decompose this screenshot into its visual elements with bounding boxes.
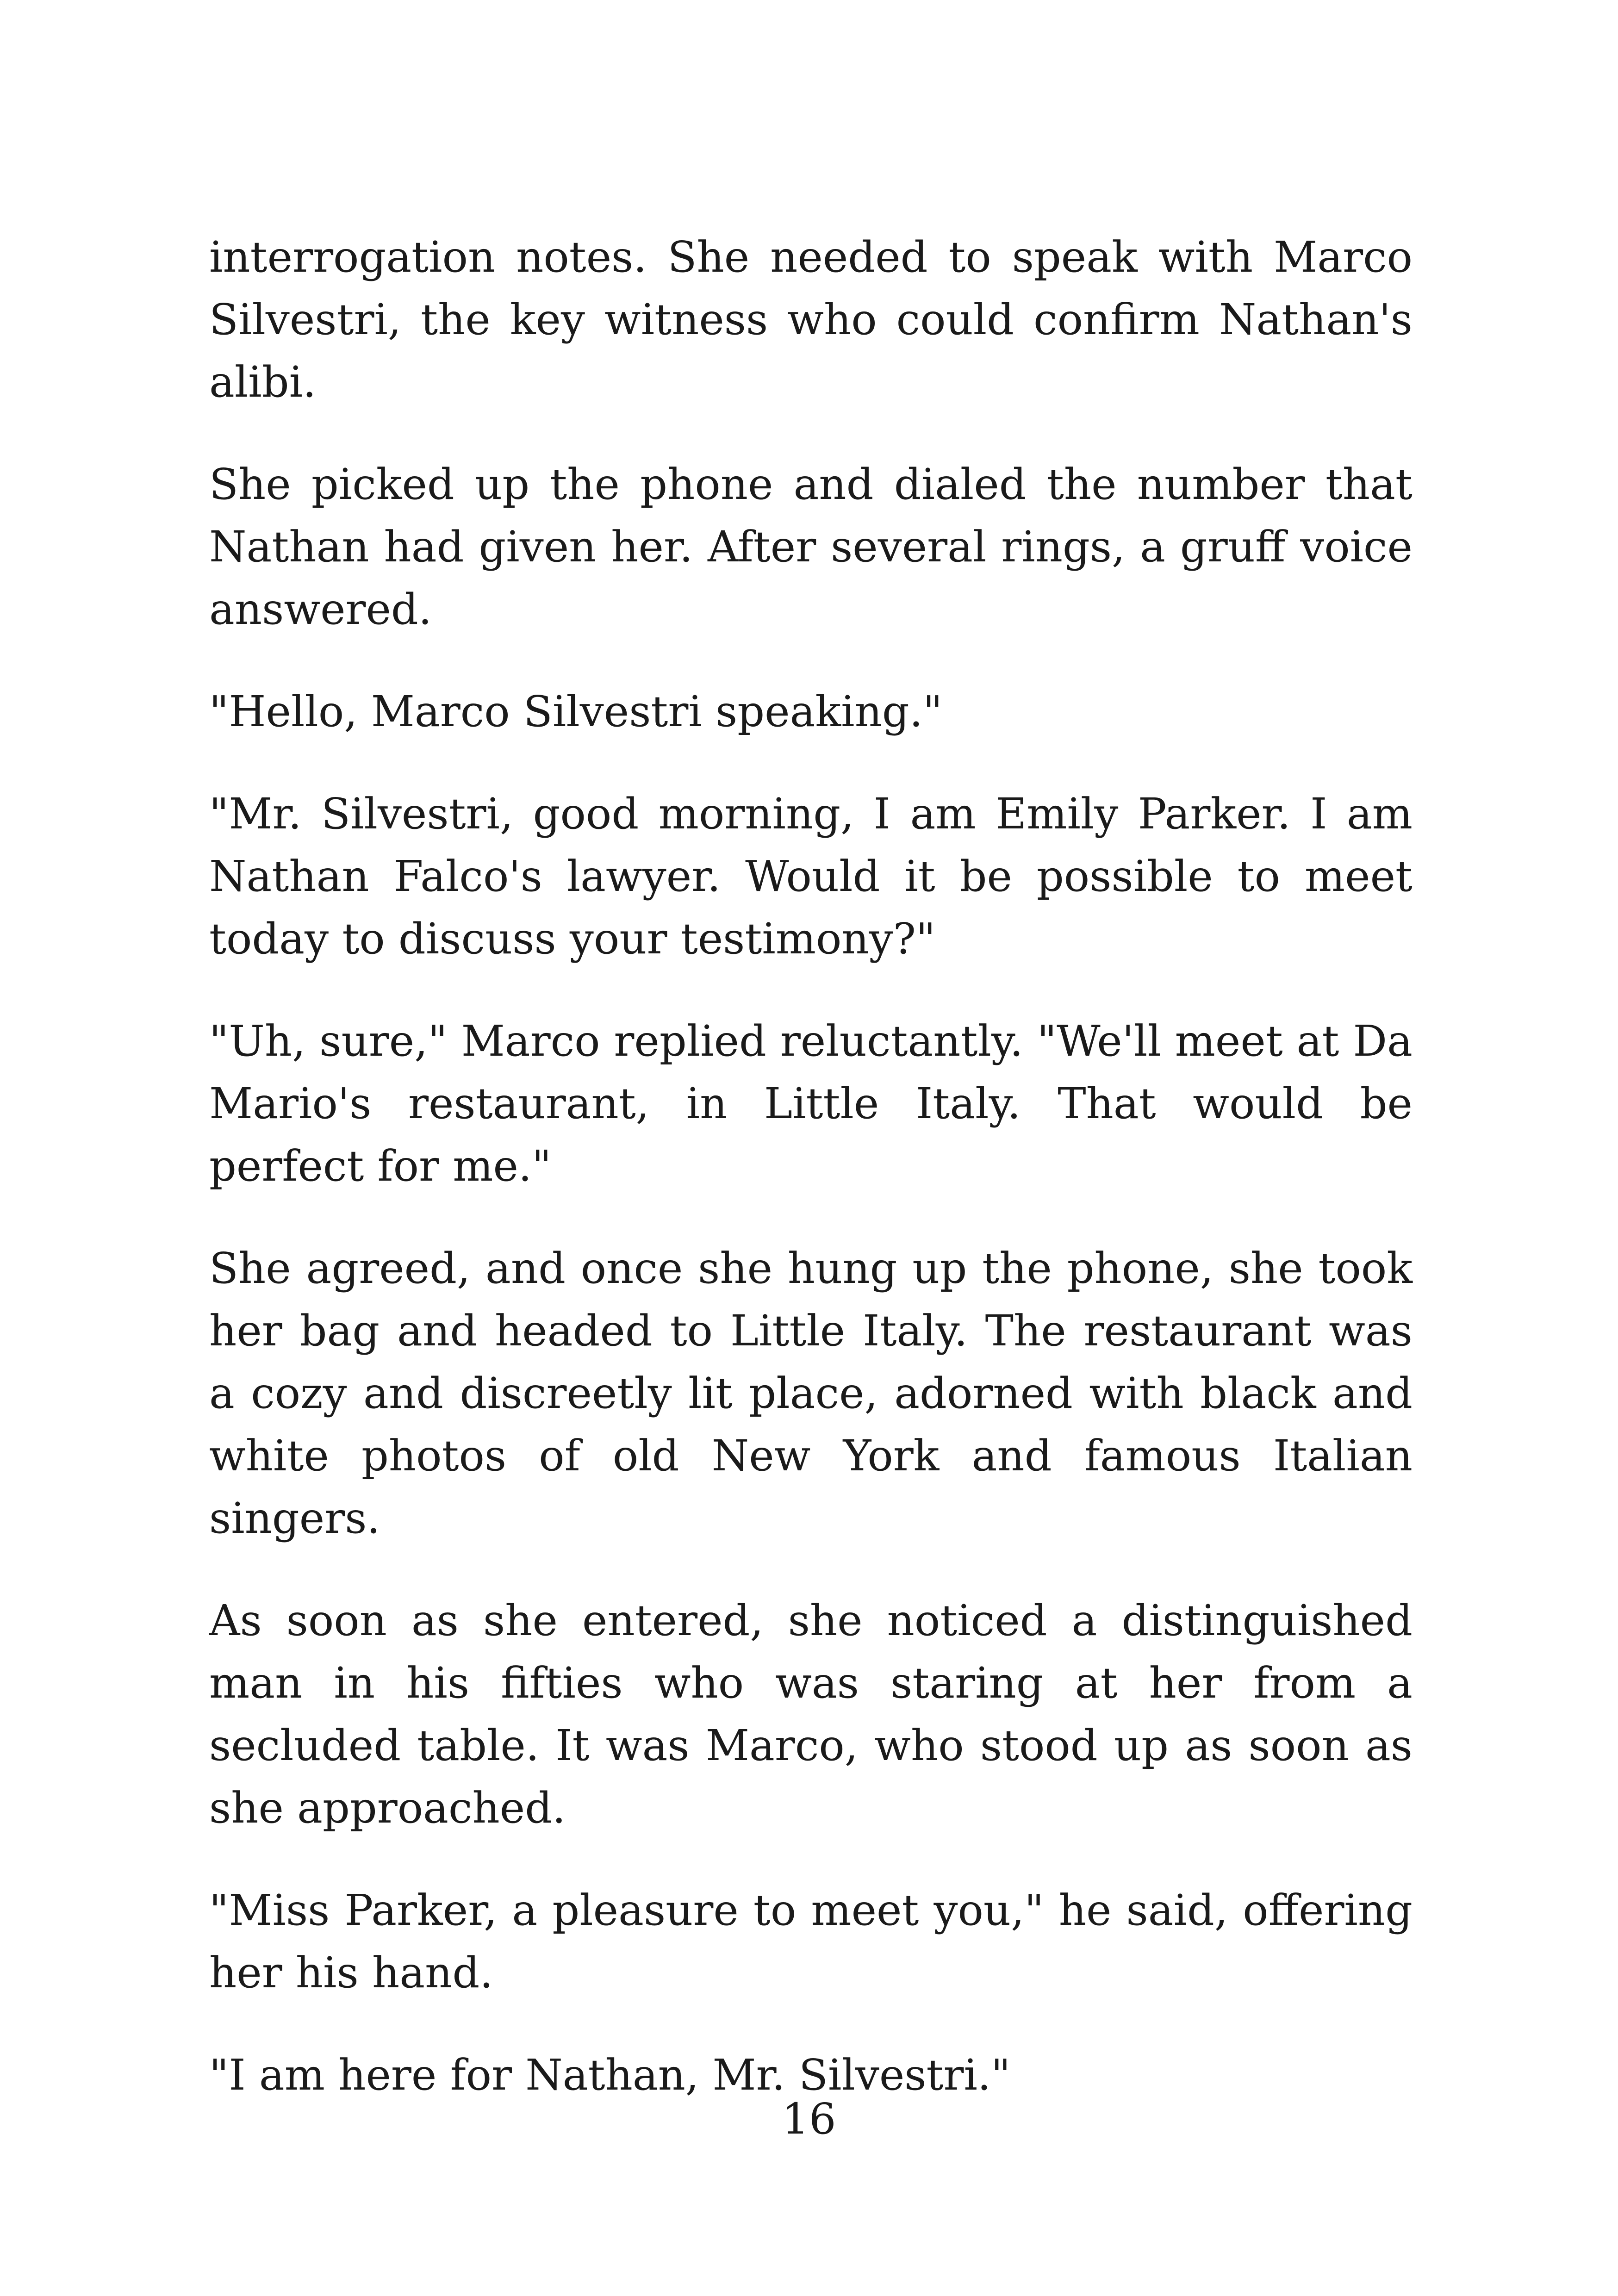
paragraph: She agreed, and once she hung up the phone, she took her bag and headed to Little Italy. The restaurant was a cozy and discreetly lit place, adorned with black and white photos of old New York and famous Italian singers. bbox=[209, 1244, 1413, 1543]
paragraph: interrogation notes. She needed to speak with Marco Silvestri, the key witness who could confirm Nathan's alibi. bbox=[209, 232, 1413, 407]
paragraph: "Mr. Silvestri, good morning, I am Emily Parker. I am Nathan Falco's lawyer. Would it be possible to meet today to discuss your testimony?" bbox=[209, 789, 1413, 964]
paragraph: "Hello, Marco Silvestri speaking." bbox=[209, 687, 943, 736]
paragraph: "Uh, sure," Marco replied reluctantly. "We'll meet at Da Mario's restaurant, in Little Italy. That would be perfect for me." bbox=[209, 1016, 1413, 1191]
page-number: 16 bbox=[782, 2094, 836, 2144]
paragraph: "I am here for Nathan, Mr. Silvestri." bbox=[209, 2050, 1011, 2100]
paragraph: She picked up the phone and dialed the number that Nathan had given her. After several rings, a gruff voice answered. bbox=[209, 460, 1413, 634]
page-text bbox=[209, 226, 1413, 2146]
paragraph: "Miss Parker, a pleasure to meet you," he said, offering her his hand. bbox=[209, 1885, 1413, 1997]
paragraph: As soon as she entered, she noticed a distinguished man in his fifties who was staring at her from a secluded table. It was Marco, who stood up as soon as she approached. bbox=[209, 1596, 1413, 1833]
